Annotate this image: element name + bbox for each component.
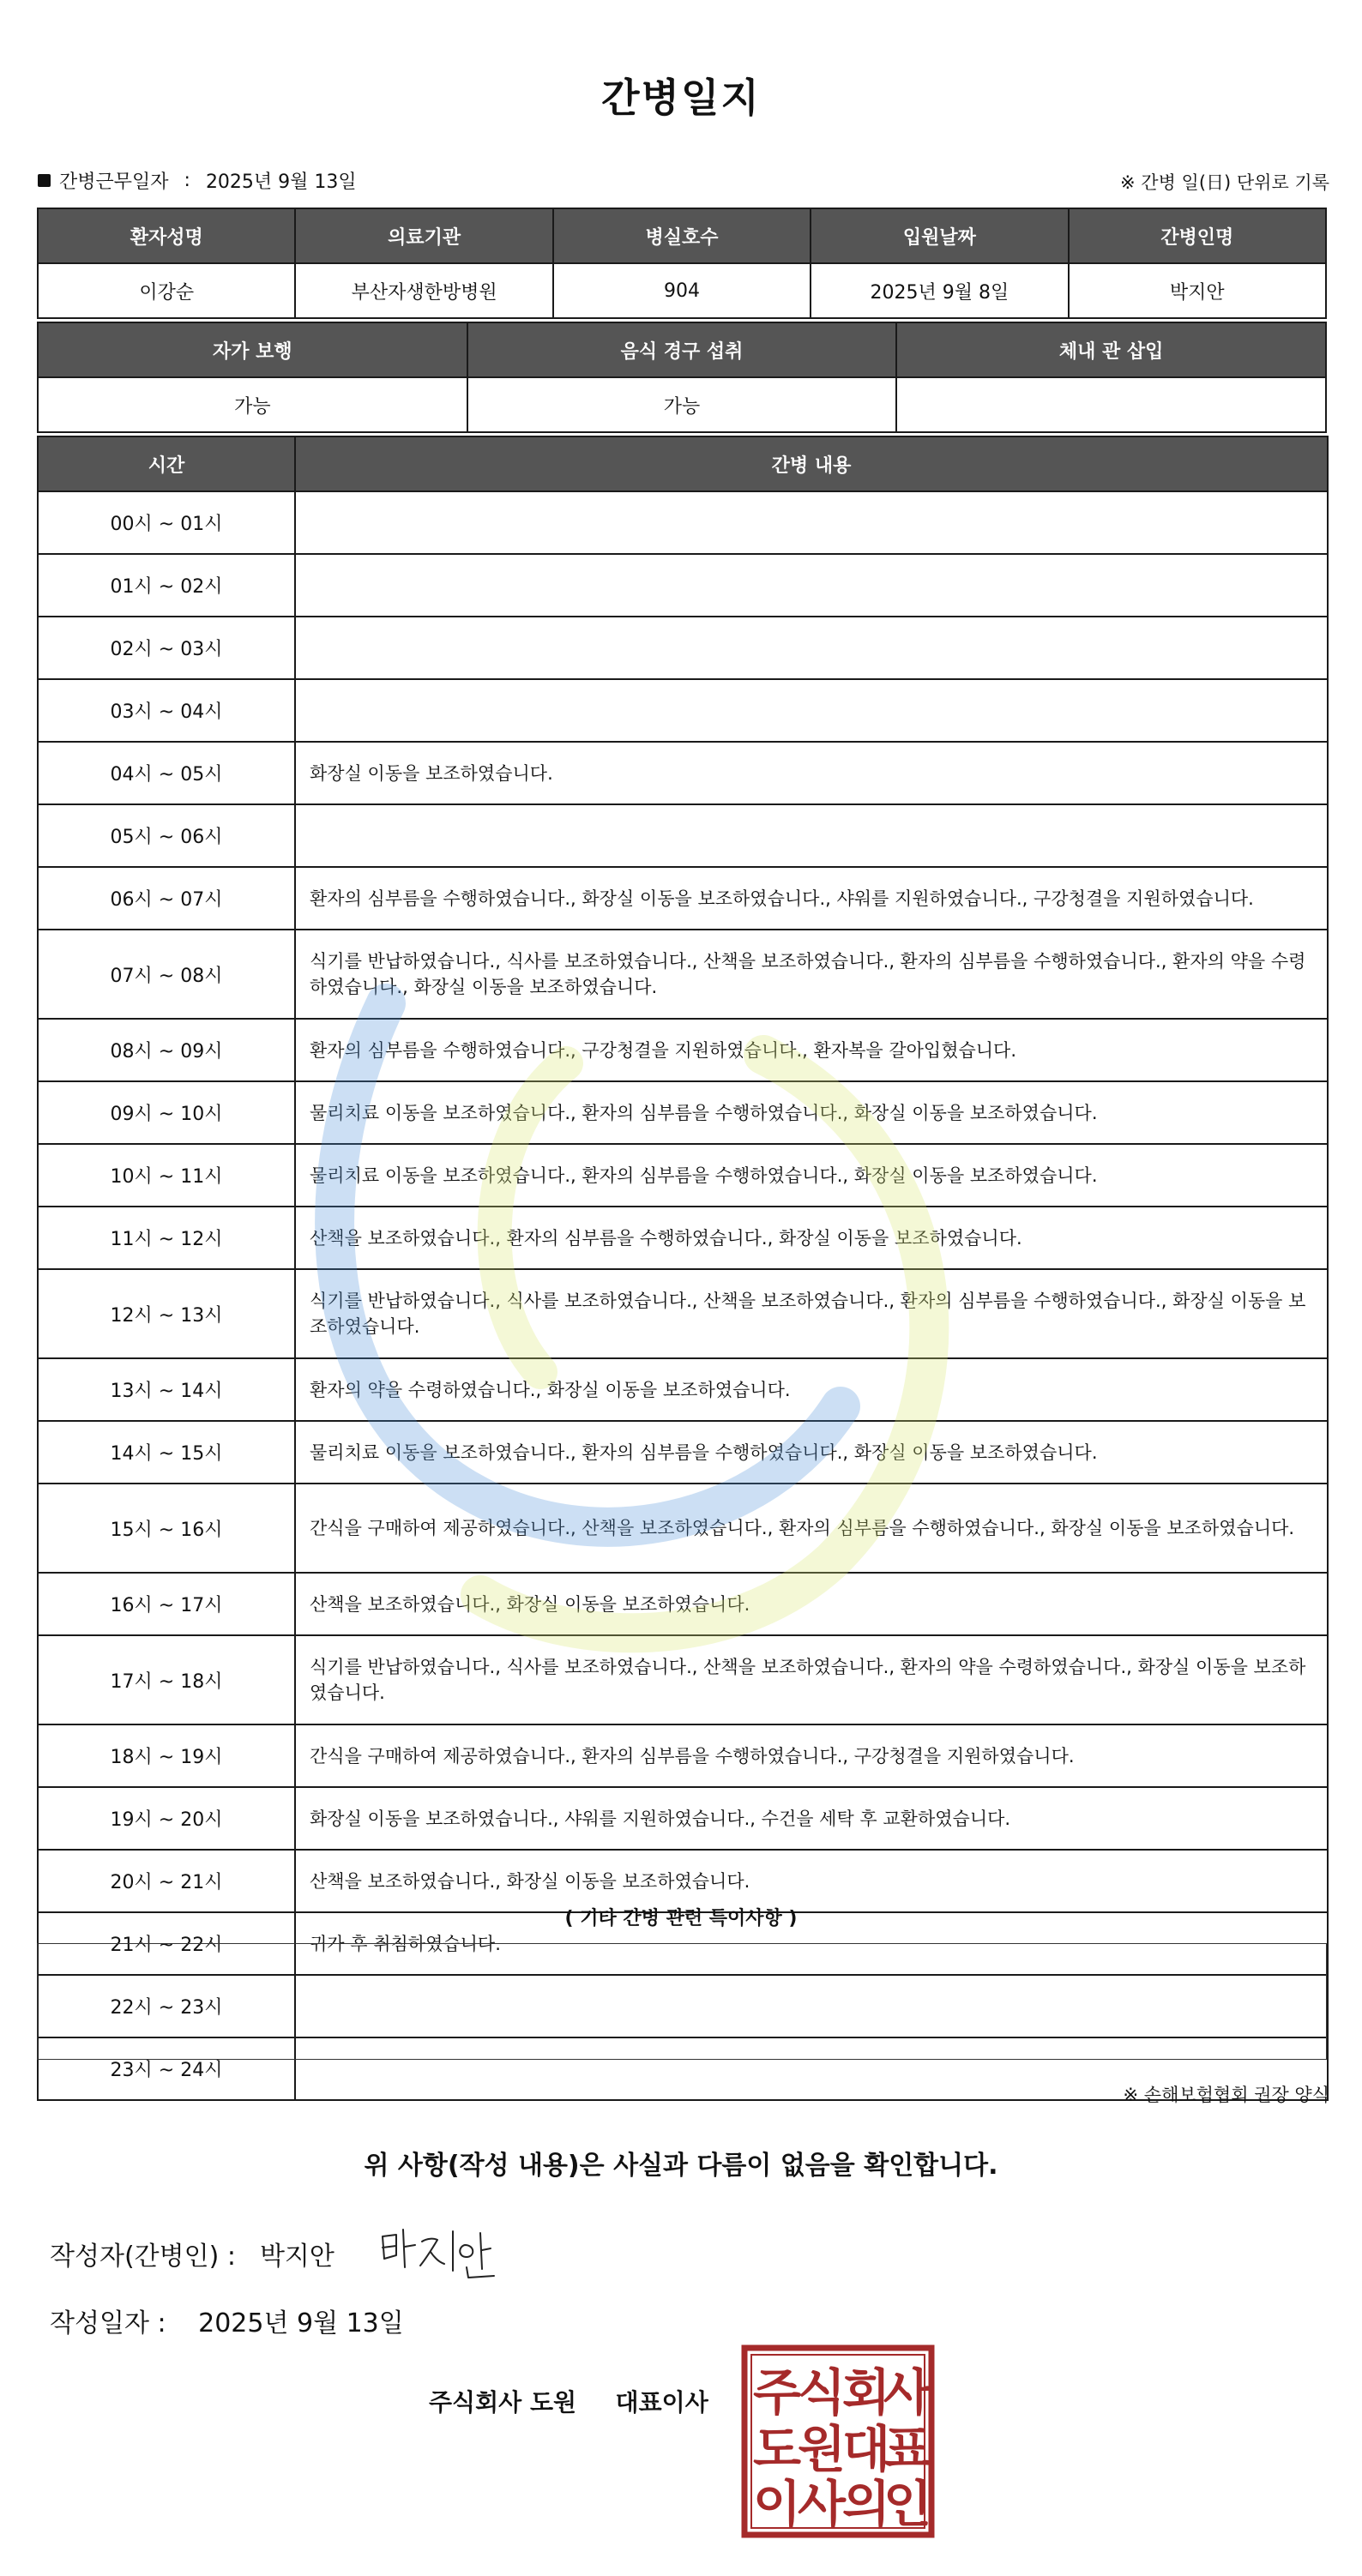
- time-cell: 04시 ~ 05시: [38, 742, 295, 804]
- care-note-cell: 물리치료 이동을 보조하였습니다., 환자의 심부름을 수행하였습니다., 화장실 이동을 보조하였습니다.: [295, 1421, 1328, 1484]
- table-row: [38, 930, 1328, 1019]
- log-header-row: [38, 436, 1328, 491]
- table-row: [38, 617, 1328, 679]
- table-row: [38, 1269, 1328, 1358]
- care-note-cell: 물리치료 이동을 보조하였습니다., 환자의 심부름을 수행하였습니다., 화장실 이동을 보조하였습니다.: [295, 1081, 1328, 1144]
- svg-text:회: 회: [841, 2363, 891, 2422]
- work-date-value: 2025년 9월 13일: [205, 172, 357, 193]
- care-note-cell: 식기를 반납하였습니다., 식사를 보조하였습니다., 산책을 보조하였습니다., 환자의 심부름을 수행하였습니다., 환자의 약을 수령하였습니다., 화장실 이동을 보조하였습니다.: [295, 930, 1328, 1019]
- company-name: 주식회사 도원: [429, 2388, 577, 2417]
- care-note-cell: 산책을 보조하였습니다., 환자의 심부름을 수행하였습니다., 화장실 이동을 보조하였습니다.: [295, 1207, 1328, 1269]
- time-cell: 19시 ~ 20시: [38, 1787, 295, 1850]
- self-walking-value: 가능: [38, 377, 467, 432]
- svg-text:원: 원: [797, 2420, 847, 2478]
- table-row: [38, 1207, 1328, 1269]
- time-cell: 18시 ~ 19시: [38, 1724, 295, 1787]
- patient-status-table: [37, 322, 1327, 433]
- time-cell: 05시 ~ 06시: [38, 804, 295, 867]
- care-note-cell: 화장실 이동을 보조하였습니다., 샤워를 지원하였습니다., 수건을 세탁 후 교환하였습니다.: [295, 1787, 1328, 1850]
- table-row: [38, 742, 1328, 804]
- header-room-number: 병실호수: [553, 208, 811, 263]
- time-cell: 03시 ~ 04시: [38, 679, 295, 742]
- care-note-cell: 간식을 구매하여 제공하였습니다., 산책을 보조하였습니다., 환자의 심부름을 수행하였습니다., 화장실 이동을 보조하였습니다.: [295, 1484, 1328, 1573]
- care-note-cell: 화장실 이동을 보조하였습니다.: [295, 742, 1328, 804]
- time-cell: 14시 ~ 15시: [38, 1421, 295, 1484]
- time-cell: 02시 ~ 03시: [38, 617, 295, 679]
- table-row: [38, 1724, 1328, 1787]
- table-row: [38, 1358, 1328, 1421]
- time-cell: 06시 ~ 07시: [38, 867, 295, 930]
- care-note-cell: [295, 554, 1328, 617]
- document-title: 간병일지: [601, 75, 761, 121]
- room-number-value: 904: [553, 263, 811, 318]
- svg-text:식: 식: [797, 2363, 847, 2422]
- caregiver-name-value: 박지안: [1069, 263, 1326, 318]
- table-row: [38, 1635, 1328, 1724]
- care-note-cell: 산책을 보조하였습니다., 화장실 이동을 보조하였습니다.: [295, 1850, 1328, 1912]
- written-date-value: 2025년 9월 13일: [198, 2308, 404, 2338]
- table-row: [38, 804, 1328, 867]
- svg-text:주: 주: [752, 2363, 802, 2422]
- care-note-cell: 환자의 심부름을 수행하였습니다., 구강청결을 지원하였습니다., 환자복을 갈아입혔습니다.: [295, 1019, 1328, 1081]
- patient-info-value-row: [38, 263, 1326, 318]
- svg-text:이: 이: [752, 2475, 802, 2533]
- care-note-cell: 환자의 심부름을 수행하였습니다., 화장실 이동을 보조하였습니다., 샤워를 지원하였습니다., 구강청결을 지원하였습니다.: [295, 867, 1328, 930]
- unit-note: ※ 간병 일(日) 단위로 기록: [1120, 172, 1329, 193]
- table-row: [38, 1144, 1328, 1207]
- table-row: [38, 491, 1328, 554]
- time-cell: 20시 ~ 21시: [38, 1850, 295, 1912]
- svg-text:표: 표: [883, 2420, 932, 2478]
- header-admission-date: 입원날짜: [811, 208, 1068, 263]
- table-row: [38, 1019, 1328, 1081]
- care-note-cell: 귀가 후 취침하였습니다.: [295, 1912, 1328, 1975]
- header-hospital: 의료기관: [295, 208, 552, 263]
- time-cell: 17시 ~ 18시: [38, 1635, 295, 1724]
- writer-label: 작성자(간병인) :: [50, 2242, 236, 2272]
- care-note-cell: 간식을 구매하여 제공하였습니다., 환자의 심부름을 수행하였습니다., 구강청결을 지원하였습니다.: [295, 1724, 1328, 1787]
- status-header-row: [38, 322, 1326, 377]
- header-patient-name: 환자성명: [38, 208, 295, 263]
- time-cell: 11시 ~ 12시: [38, 1207, 295, 1269]
- special-notes-box: [37, 1943, 1327, 2060]
- writer-name: 박지안: [259, 2242, 334, 2272]
- table-row: [38, 1421, 1328, 1484]
- care-note-cell: 식기를 반납하였습니다., 식사를 보조하였습니다., 산책을 보조하였습니다., 환자의 심부름을 수행하였습니다., 화장실 이동을 보조하였습니다.: [295, 1269, 1328, 1358]
- time-cell: 13시 ~ 14시: [38, 1358, 295, 1421]
- table-row: [38, 1573, 1328, 1635]
- form-source-note: ※ 손해보험협회 권장 양식: [1123, 2085, 1329, 2105]
- writer-line: [50, 2235, 334, 2272]
- table-row: [38, 1484, 1328, 1573]
- time-cell: 07시 ~ 08시: [38, 930, 295, 1019]
- header-tube-insertion: 체내 관 삽입: [896, 322, 1326, 377]
- confirmation-statement: 위 사항(작성 내용)은 사실과 다름이 없음을 확인합니다.: [364, 2151, 998, 2181]
- table-row: [38, 1081, 1328, 1144]
- time-cell: 15시 ~ 16시: [38, 1484, 295, 1573]
- care-note-cell: 환자의 약을 수령하였습니다., 화장실 이동을 보조하였습니다.: [295, 1358, 1328, 1421]
- header-time: 시간: [38, 436, 295, 491]
- svg-text:도: 도: [752, 2420, 802, 2478]
- time-cell: 00시 ~ 01시: [38, 491, 295, 554]
- table-row: [38, 679, 1328, 742]
- care-note-cell: [295, 679, 1328, 742]
- table-row: [38, 554, 1328, 617]
- company-signoff: [429, 2384, 708, 2418]
- company-seal-stamp: [741, 2344, 935, 2538]
- time-cell: 16시 ~ 17시: [38, 1573, 295, 1635]
- table-row: [38, 867, 1328, 930]
- time-cell: 08시 ~ 09시: [38, 1019, 295, 1081]
- svg-text:인: 인: [883, 2475, 932, 2533]
- care-note-cell: 식기를 반납하였습니다., 식사를 보조하였습니다., 산책을 보조하였습니다., 환자의 약을 수령하였습니다., 화장실 이동을 보조하였습니다.: [295, 1635, 1328, 1724]
- status-value-row: [38, 377, 1326, 432]
- special-notes-title: ( 기타 간병 관련 특이사항 ): [564, 1908, 798, 1929]
- company-title: 대표이사: [615, 2388, 708, 2417]
- svg-text:사: 사: [883, 2363, 932, 2422]
- time-cell: 12시 ~ 13시: [38, 1269, 295, 1358]
- work-date-line: [38, 167, 357, 194]
- oral-intake-value: 가능: [467, 377, 897, 432]
- care-note-cell: [295, 491, 1328, 554]
- header-care-content: 간병 내용: [295, 436, 1328, 491]
- admission-date-value: 2025년 9월 8일: [811, 263, 1068, 318]
- work-date-label: 간병근무일자: [59, 172, 169, 193]
- written-date-line: [50, 2302, 404, 2339]
- header-oral-intake: 음식 경구 섭취: [467, 322, 897, 377]
- care-note-cell: [295, 617, 1328, 679]
- tube-insertion-value: [896, 377, 1326, 432]
- hourly-care-log-table: [37, 436, 1329, 2101]
- time-cell: 09시 ~ 10시: [38, 1081, 295, 1144]
- hospital-value: 부산자생한방병원: [295, 263, 552, 318]
- patient-info-header-row: [38, 208, 1326, 263]
- header-self-walking: 자가 보행: [38, 322, 467, 377]
- time-cell: 22시 ~ 23시: [38, 1975, 295, 2037]
- bullet-square-icon: [38, 174, 51, 187]
- time-cell: 01시 ~ 02시: [38, 554, 295, 617]
- time-cell: 10시 ~ 11시: [38, 1144, 295, 1207]
- care-note-cell: [295, 804, 1328, 867]
- table-row: [38, 1787, 1328, 1850]
- svg-text:대: 대: [841, 2420, 891, 2478]
- time-cell: 23시 ~ 24시: [38, 2037, 295, 2100]
- patient-info-table: [37, 208, 1327, 319]
- handwritten-signature: [377, 2219, 523, 2284]
- svg-text:사: 사: [797, 2475, 847, 2533]
- written-date-label: 작성일자 :: [50, 2308, 166, 2338]
- care-note-cell: 산책을 보조하였습니다., 화장실 이동을 보조하였습니다.: [295, 1573, 1328, 1635]
- time-cell: 21시 ~ 22시: [38, 1912, 295, 1975]
- svg-text:의: 의: [841, 2475, 891, 2533]
- patient-name-value: 이강순: [38, 263, 295, 318]
- care-note-cell: 물리치료 이동을 보조하였습니다., 환자의 심부름을 수행하였습니다., 화장실 이동을 보조하였습니다.: [295, 1144, 1328, 1207]
- work-date-separator: :: [184, 170, 190, 191]
- header-caregiver-name: 간병인명: [1069, 208, 1326, 263]
